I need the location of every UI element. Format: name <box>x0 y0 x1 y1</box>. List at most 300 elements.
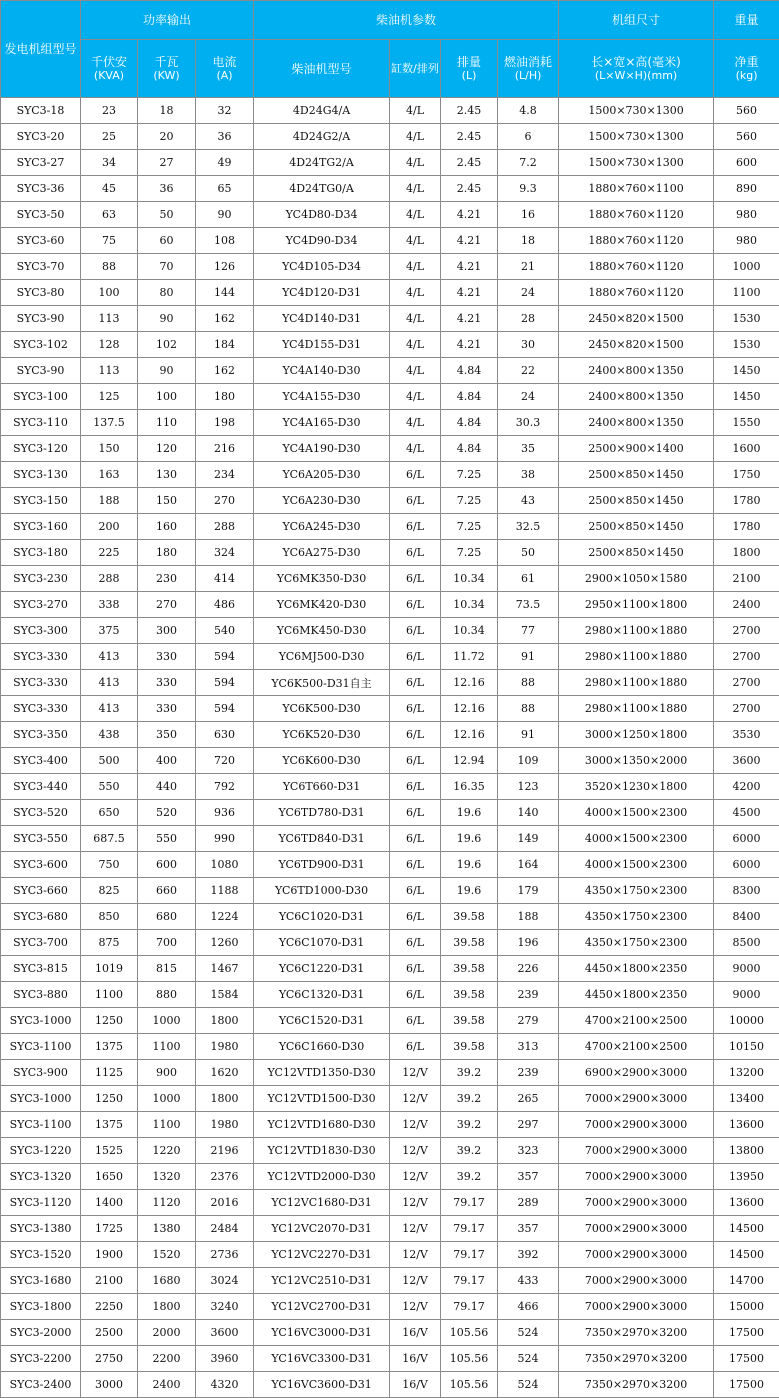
header-amp-unit: (A) <box>196 69 253 83</box>
cell-current: 1224 <box>196 904 254 930</box>
cell-kva: 825 <box>81 878 138 904</box>
cell-fuel: 21 <box>498 254 559 280</box>
cell-kw: 36 <box>138 176 196 202</box>
cell-model: SYC3-130 <box>1 462 81 488</box>
cell-model: SYC3-1120 <box>1 1190 81 1216</box>
cell-current: 162 <box>196 358 254 384</box>
cell-current: 1800 <box>196 1008 254 1034</box>
table-row <box>1 1268 779 1294</box>
cell-current: 1584 <box>196 982 254 1008</box>
cell-kw: 700 <box>138 930 196 956</box>
cell-net-weight: 2700 <box>714 644 779 670</box>
header-fuel <box>498 40 559 98</box>
cell-current: 2016 <box>196 1190 254 1216</box>
cell-kva: 2500 <box>81 1320 138 1346</box>
cell-displacement: 2.45 <box>441 176 498 202</box>
cell-net-weight: 1450 <box>714 384 779 410</box>
cell-engine-model: YC6MK420-D30 <box>254 592 390 618</box>
cell-engine-model: YC6TD1000-D30 <box>254 878 390 904</box>
cell-displacement: 39.2 <box>441 1164 498 1190</box>
cell-net-weight: 890 <box>714 176 779 202</box>
cell-kva: 100 <box>81 280 138 306</box>
cell-engine-model: YC6C1320-D31 <box>254 982 390 1008</box>
table-row <box>1 904 779 930</box>
cell-fuel: 239 <box>498 1060 559 1086</box>
cell-net-weight: 8300 <box>714 878 779 904</box>
cell-fuel: 88 <box>498 696 559 722</box>
cell-current: 1980 <box>196 1112 254 1138</box>
table-row <box>1 644 779 670</box>
cell-current: 1080 <box>196 852 254 878</box>
cell-displacement: 4.21 <box>441 306 498 332</box>
cell-model: SYC3-102 <box>1 332 81 358</box>
table-row <box>1 670 779 696</box>
cell-cylinders: 4/L <box>390 124 441 150</box>
cell-model: SYC3-1220 <box>1 1138 81 1164</box>
cell-current: 720 <box>196 748 254 774</box>
cell-engine-model: YC6C1520-D31 <box>254 1008 390 1034</box>
cell-displacement: 2.45 <box>441 150 498 176</box>
cell-cylinders: 16/V <box>390 1372 441 1398</box>
cell-current: 594 <box>196 670 254 696</box>
cell-current: 3600 <box>196 1320 254 1346</box>
cell-displacement: 11.72 <box>441 644 498 670</box>
cell-current: 4320 <box>196 1372 254 1398</box>
cell-displacement: 2.45 <box>441 98 498 124</box>
cell-cylinders: 12/V <box>390 1060 441 1086</box>
cell-engine-model: YC6MJ500-D30 <box>254 644 390 670</box>
cell-fuel: 279 <box>498 1008 559 1034</box>
cell-dimensions: 2500×850×1450 <box>559 514 714 540</box>
cell-engine-model: YC6TD840-D31 <box>254 826 390 852</box>
cell-displacement: 39.58 <box>441 904 498 930</box>
cell-cylinders: 6/L <box>390 982 441 1008</box>
cell-displacement: 12.16 <box>441 722 498 748</box>
cell-displacement: 12.94 <box>441 748 498 774</box>
cell-net-weight: 2700 <box>714 670 779 696</box>
cell-dimensions: 4450×1800×2350 <box>559 956 714 982</box>
cell-cylinders: 4/L <box>390 176 441 202</box>
cell-kva: 413 <box>81 696 138 722</box>
cell-fuel: 88 <box>498 670 559 696</box>
cell-model: SYC3-1320 <box>1 1164 81 1190</box>
table-row <box>1 384 779 410</box>
cell-kva: 850 <box>81 904 138 930</box>
cell-dimensions: 4000×1500×2300 <box>559 826 714 852</box>
cell-dimensions: 4000×1500×2300 <box>559 852 714 878</box>
cell-fuel: 32.5 <box>498 514 559 540</box>
table-row <box>1 956 779 982</box>
cell-fuel: 164 <box>498 852 559 878</box>
table-row <box>1 618 779 644</box>
cell-dimensions: 1880×760×1120 <box>559 228 714 254</box>
cell-cylinders: 12/V <box>390 1268 441 1294</box>
table-row <box>1 1138 779 1164</box>
cell-kw: 150 <box>138 488 196 514</box>
cell-fuel: 61 <box>498 566 559 592</box>
cell-engine-model: YC16VC3300-D31 <box>254 1346 390 1372</box>
cell-cylinders: 6/L <box>390 618 441 644</box>
cell-engine-model: YC6K500-D30 <box>254 696 390 722</box>
header-kva-unit: (KVA) <box>81 69 137 83</box>
cell-model: SYC3-60 <box>1 228 81 254</box>
cell-dimensions: 7000×2900×3000 <box>559 1138 714 1164</box>
cell-engine-model: YC12VC2070-D31 <box>254 1216 390 1242</box>
header-kw <box>138 40 196 98</box>
cell-displacement: 19.6 <box>441 800 498 826</box>
cell-current: 65 <box>196 176 254 202</box>
table-row <box>1 332 779 358</box>
table-row <box>1 566 779 592</box>
cell-net-weight: 13950 <box>714 1164 779 1190</box>
cell-net-weight: 980 <box>714 228 779 254</box>
cell-kva: 63 <box>81 202 138 228</box>
cell-net-weight: 10150 <box>714 1034 779 1060</box>
cell-fuel: 140 <box>498 800 559 826</box>
cell-kw: 2000 <box>138 1320 196 1346</box>
header-engine-model: 柴油机型号 <box>254 40 390 98</box>
cell-dimensions: 1880×760×1120 <box>559 202 714 228</box>
cell-engine-model: YC6A275-D30 <box>254 540 390 566</box>
cell-engine-model: YC12VTD1500-D30 <box>254 1086 390 1112</box>
cell-current: 936 <box>196 800 254 826</box>
cell-model: SYC3-180 <box>1 540 81 566</box>
cell-current: 594 <box>196 644 254 670</box>
cell-current: 2484 <box>196 1216 254 1242</box>
cell-displacement: 39.2 <box>441 1086 498 1112</box>
cell-engine-model: YC12VTD1350-D30 <box>254 1060 390 1086</box>
cell-dimensions: 2400×800×1350 <box>559 410 714 436</box>
cell-net-weight: 2700 <box>714 696 779 722</box>
cell-fuel: 179 <box>498 878 559 904</box>
cell-kva: 1250 <box>81 1086 138 1112</box>
cell-cylinders: 12/V <box>390 1294 441 1320</box>
cell-cylinders: 6/L <box>390 566 441 592</box>
cell-fuel: 226 <box>498 956 559 982</box>
cell-net-weight: 1450 <box>714 358 779 384</box>
cell-model: SYC3-880 <box>1 982 81 1008</box>
cell-kw: 1380 <box>138 1216 196 1242</box>
cell-current: 324 <box>196 540 254 566</box>
cell-displacement: 10.34 <box>441 566 498 592</box>
header-amp <box>196 40 254 98</box>
cell-dimensions: 7000×2900×3000 <box>559 1190 714 1216</box>
cell-kw: 520 <box>138 800 196 826</box>
cell-displacement: 16.35 <box>441 774 498 800</box>
cell-kva: 1125 <box>81 1060 138 1086</box>
cell-displacement: 79.17 <box>441 1294 498 1320</box>
cell-fuel: 24 <box>498 280 559 306</box>
cell-net-weight: 14500 <box>714 1242 779 1268</box>
cell-kw: 1320 <box>138 1164 196 1190</box>
cell-dimensions: 2500×850×1450 <box>559 462 714 488</box>
cell-fuel: 297 <box>498 1112 559 1138</box>
cell-model: SYC3-150 <box>1 488 81 514</box>
table-row <box>1 1216 779 1242</box>
table-row <box>1 280 779 306</box>
cell-kva: 750 <box>81 852 138 878</box>
table-row <box>1 540 779 566</box>
cell-dimensions: 7000×2900×3000 <box>559 1242 714 1268</box>
cell-fuel: 91 <box>498 644 559 670</box>
header-model: 发电机组型号 <box>1 1 81 98</box>
cell-net-weight: 14700 <box>714 1268 779 1294</box>
cell-fuel: 313 <box>498 1034 559 1060</box>
cell-kw: 1520 <box>138 1242 196 1268</box>
cell-kva: 1650 <box>81 1164 138 1190</box>
cell-net-weight: 8400 <box>714 904 779 930</box>
cell-dimensions: 2450×820×1500 <box>559 332 714 358</box>
cell-kva: 125 <box>81 384 138 410</box>
cell-kva: 2750 <box>81 1346 138 1372</box>
cell-cylinders: 6/L <box>390 592 441 618</box>
cell-current: 108 <box>196 228 254 254</box>
cell-kva: 338 <box>81 592 138 618</box>
cell-model: SYC3-160 <box>1 514 81 540</box>
cell-engine-model: YC6TD900-D31 <box>254 852 390 878</box>
cell-engine-model: YC6C1220-D31 <box>254 956 390 982</box>
header-displacement-name: 排量 <box>457 55 481 69</box>
cell-net-weight: 3530 <box>714 722 779 748</box>
cell-model: SYC3-1000 <box>1 1086 81 1112</box>
cell-current: 1188 <box>196 878 254 904</box>
cell-fuel: 28 <box>498 306 559 332</box>
cell-fuel: 24 <box>498 384 559 410</box>
cell-displacement: 39.2 <box>441 1112 498 1138</box>
cell-cylinders: 6/L <box>390 930 441 956</box>
header-fuel-name: 燃油消耗 <box>504 55 552 69</box>
cell-cylinders: 6/L <box>390 956 441 982</box>
cell-kva: 1100 <box>81 982 138 1008</box>
cell-cylinders: 6/L <box>390 540 441 566</box>
cell-dimensions: 1500×730×1300 <box>559 98 714 124</box>
cell-engine-model: YC4D105-D34 <box>254 254 390 280</box>
cell-current: 3024 <box>196 1268 254 1294</box>
cell-dimensions: 2980×1100×1880 <box>559 696 714 722</box>
cell-kva: 1019 <box>81 956 138 982</box>
table-row <box>1 592 779 618</box>
cell-net-weight: 1530 <box>714 332 779 358</box>
cell-engine-model: YC12VC2510-D31 <box>254 1268 390 1294</box>
cell-dimensions: 1880×760×1100 <box>559 176 714 202</box>
table-row <box>1 800 779 826</box>
cell-kw: 1800 <box>138 1294 196 1320</box>
table-row <box>1 878 779 904</box>
cell-cylinders: 6/L <box>390 826 441 852</box>
table-row <box>1 982 779 1008</box>
cell-net-weight: 1550 <box>714 410 779 436</box>
cell-dimensions: 2400×800×1350 <box>559 384 714 410</box>
cell-net-weight: 13400 <box>714 1086 779 1112</box>
table-row <box>1 1112 779 1138</box>
cell-fuel: 77 <box>498 618 559 644</box>
cell-net-weight: 15000 <box>714 1294 779 1320</box>
cell-cylinders: 12/V <box>390 1190 441 1216</box>
cell-cylinders: 6/L <box>390 774 441 800</box>
cell-model: SYC3-90 <box>1 358 81 384</box>
header-amp-name: 电流 <box>213 55 237 69</box>
cell-kva: 1375 <box>81 1112 138 1138</box>
cell-fuel: 6 <box>498 124 559 150</box>
cell-kw: 350 <box>138 722 196 748</box>
cell-engine-model: YC12VC2700-D31 <box>254 1294 390 1320</box>
cell-engine-model: YC6TD780-D31 <box>254 800 390 826</box>
cell-displacement: 19.6 <box>441 878 498 904</box>
cell-engine-model: YC16VC3600-D31 <box>254 1372 390 1398</box>
cell-engine-model: YC4D120-D31 <box>254 280 390 306</box>
cell-dimensions: 3000×1350×2000 <box>559 748 714 774</box>
table-row <box>1 852 779 878</box>
cell-cylinders: 6/L <box>390 1008 441 1034</box>
cell-engine-model: YC6K500-D31自主 <box>254 670 390 696</box>
cell-engine-model: YC4A165-D30 <box>254 410 390 436</box>
cell-kva: 413 <box>81 670 138 696</box>
cell-dimensions: 2980×1100×1880 <box>559 618 714 644</box>
cell-kva: 128 <box>81 332 138 358</box>
table-row <box>1 1242 779 1268</box>
table-row <box>1 306 779 332</box>
cell-displacement: 39.2 <box>441 1060 498 1086</box>
cell-kva: 45 <box>81 176 138 202</box>
cell-displacement: 39.58 <box>441 956 498 982</box>
cell-cylinders: 4/L <box>390 436 441 462</box>
header-dimensions-unit: (L×W×H)(mm) <box>559 69 713 83</box>
cell-engine-model: YC12VTD2000-D30 <box>254 1164 390 1190</box>
cell-current: 234 <box>196 462 254 488</box>
cell-kva: 1900 <box>81 1242 138 1268</box>
cell-displacement: 4.21 <box>441 228 498 254</box>
header-group-weight: 重量 <box>714 1 779 40</box>
cell-model: SYC3-230 <box>1 566 81 592</box>
cell-displacement: 39.2 <box>441 1138 498 1164</box>
cell-kw: 180 <box>138 540 196 566</box>
cell-model: SYC3-80 <box>1 280 81 306</box>
cell-kva: 34 <box>81 150 138 176</box>
cell-displacement: 4.21 <box>441 202 498 228</box>
cell-cylinders: 6/L <box>390 748 441 774</box>
cell-model: SYC3-550 <box>1 826 81 852</box>
header-fuel-unit: (L/H) <box>498 69 558 83</box>
cell-current: 270 <box>196 488 254 514</box>
cell-net-weight: 1100 <box>714 280 779 306</box>
cell-model: SYC3-300 <box>1 618 81 644</box>
cell-model: SYC3-330 <box>1 696 81 722</box>
cell-dimensions: 2900×1050×1580 <box>559 566 714 592</box>
cell-cylinders: 4/L <box>390 254 441 280</box>
cell-kw: 815 <box>138 956 196 982</box>
cell-dimensions: 7350×2970×3200 <box>559 1346 714 1372</box>
table-row <box>1 514 779 540</box>
cell-engine-model: 4D24G2/A <box>254 124 390 150</box>
table-row <box>1 202 779 228</box>
cell-fuel: 123 <box>498 774 559 800</box>
cell-kw: 27 <box>138 150 196 176</box>
cell-kw: 2400 <box>138 1372 196 1398</box>
cell-kva: 1250 <box>81 1008 138 1034</box>
cell-model: SYC3-90 <box>1 306 81 332</box>
cell-displacement: 19.6 <box>441 852 498 878</box>
cell-dimensions: 2980×1100×1880 <box>559 670 714 696</box>
cell-dimensions: 4700×2100×2500 <box>559 1034 714 1060</box>
cell-cylinders: 4/L <box>390 384 441 410</box>
cell-net-weight: 6000 <box>714 826 779 852</box>
cell-fuel: 7.2 <box>498 150 559 176</box>
cell-kva: 375 <box>81 618 138 644</box>
cell-kva: 1400 <box>81 1190 138 1216</box>
cell-dimensions: 7350×2970×3200 <box>559 1372 714 1398</box>
cell-net-weight: 13600 <box>714 1112 779 1138</box>
table-row <box>1 1320 779 1346</box>
cell-displacement: 79.17 <box>441 1268 498 1294</box>
cell-current: 630 <box>196 722 254 748</box>
cell-current: 198 <box>196 410 254 436</box>
cell-fuel: 188 <box>498 904 559 930</box>
cell-current: 36 <box>196 124 254 150</box>
header-cylinders: 缸数/排列 <box>390 40 441 98</box>
header-kva <box>81 40 138 98</box>
cell-engine-model: YC6MK450-D30 <box>254 618 390 644</box>
cell-engine-model: YC12VC2270-D31 <box>254 1242 390 1268</box>
cell-model: SYC3-110 <box>1 410 81 436</box>
cell-kva: 2100 <box>81 1268 138 1294</box>
cell-engine-model: YC6C1070-D31 <box>254 930 390 956</box>
cell-kw: 680 <box>138 904 196 930</box>
cell-kw: 1100 <box>138 1112 196 1138</box>
cell-kva: 2250 <box>81 1294 138 1320</box>
cell-model: SYC3-70 <box>1 254 81 280</box>
cell-current: 1467 <box>196 956 254 982</box>
cell-net-weight: 560 <box>714 98 779 124</box>
table-row <box>1 488 779 514</box>
cell-kw: 18 <box>138 98 196 124</box>
cell-cylinders: 4/L <box>390 202 441 228</box>
cell-dimensions: 4350×1750×2300 <box>559 930 714 956</box>
cell-displacement: 4.21 <box>441 332 498 358</box>
header-group-power: 功率输出 <box>81 1 254 40</box>
cell-model: SYC3-2200 <box>1 1346 81 1372</box>
cell-kw: 80 <box>138 280 196 306</box>
cell-kva: 1375 <box>81 1034 138 1060</box>
cell-fuel: 357 <box>498 1164 559 1190</box>
header-net-weight-unit: (kg) <box>714 69 779 83</box>
cell-dimensions: 7000×2900×3000 <box>559 1086 714 1112</box>
cell-fuel: 38 <box>498 462 559 488</box>
cell-engine-model: YC6C1020-D31 <box>254 904 390 930</box>
cell-dimensions: 2400×800×1350 <box>559 358 714 384</box>
header-displacement <box>441 40 498 98</box>
cell-kva: 150 <box>81 436 138 462</box>
cell-current: 1800 <box>196 1086 254 1112</box>
cell-kw: 50 <box>138 202 196 228</box>
cell-kva: 88 <box>81 254 138 280</box>
cell-dimensions: 2980×1100×1880 <box>559 644 714 670</box>
cell-kw: 130 <box>138 462 196 488</box>
cell-fuel: 9.3 <box>498 176 559 202</box>
cell-current: 1980 <box>196 1034 254 1060</box>
cell-kw: 100 <box>138 384 196 410</box>
cell-model: SYC3-20 <box>1 124 81 150</box>
cell-model: SYC3-27 <box>1 150 81 176</box>
table-row <box>1 696 779 722</box>
cell-kva: 650 <box>81 800 138 826</box>
cell-current: 90 <box>196 202 254 228</box>
table-row <box>1 1294 779 1320</box>
cell-dimensions: 3520×1230×1800 <box>559 774 714 800</box>
header-group-engine: 柴油机参数 <box>254 1 559 40</box>
cell-engine-model: 4D24TG0/A <box>254 176 390 202</box>
cell-cylinders: 4/L <box>390 150 441 176</box>
cell-engine-model: YC6MK350-D30 <box>254 566 390 592</box>
